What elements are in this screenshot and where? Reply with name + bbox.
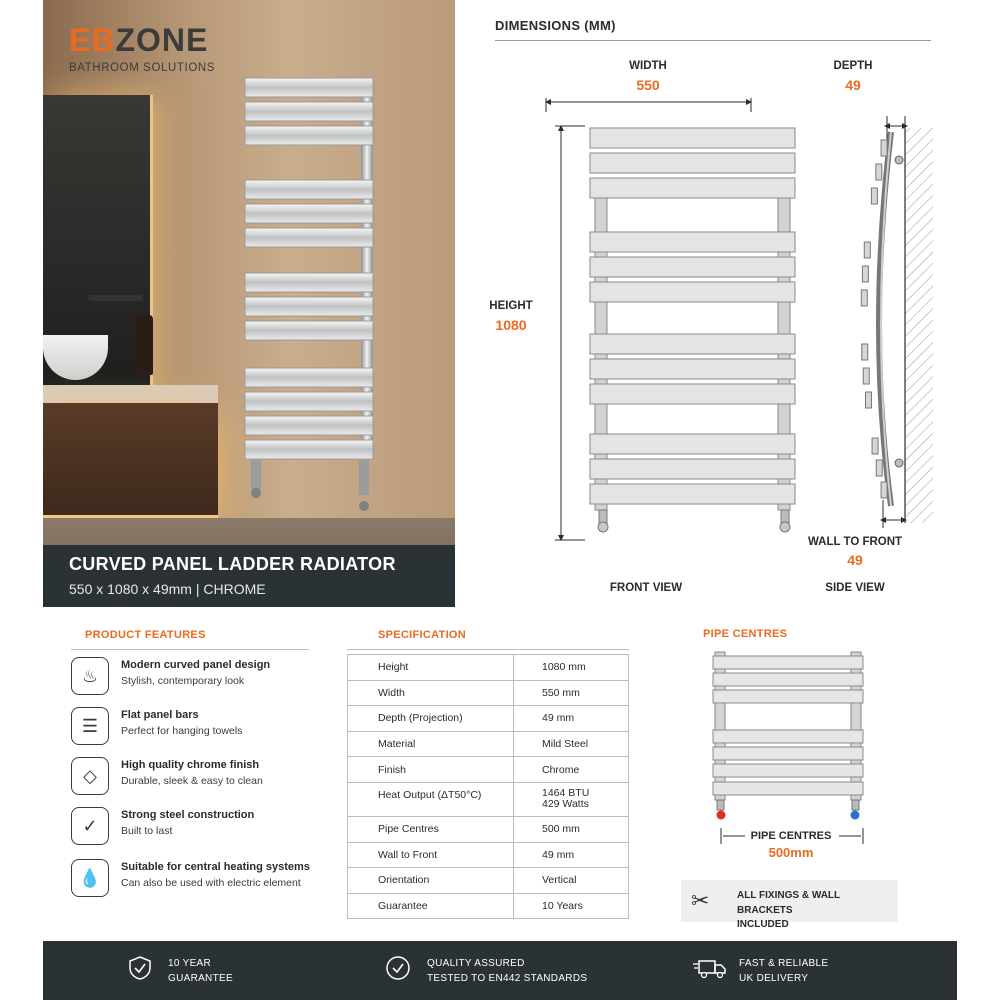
logo-text: ZONE (115, 22, 209, 58)
feature-title: Modern curved panel design (121, 659, 271, 671)
specification-table (347, 654, 629, 919)
radiator-bar (713, 764, 863, 777)
feature-item (71, 807, 341, 847)
front-view-radiator (590, 128, 795, 532)
radiator-bar (245, 321, 373, 340)
radiator-bar (590, 153, 795, 173)
radiator-bar (245, 440, 373, 459)
feature-desc: Built to last (121, 825, 173, 837)
divider (347, 649, 629, 650)
footer-line: GUARANTEE (168, 972, 233, 984)
radiator-bar (713, 656, 863, 669)
radiator-bar (590, 128, 795, 148)
radiator-bar (590, 434, 795, 454)
spec-label: Width (348, 680, 514, 706)
spec-value: 500 mm (514, 816, 629, 842)
feature-item (71, 757, 341, 797)
product-title-bar (43, 545, 455, 607)
pipe-centres-value: 500mm (768, 845, 814, 860)
radiator-bar (245, 78, 373, 97)
hot-valve-icon (717, 811, 726, 820)
footer-line: TESTED TO EN442 STANDARDS (427, 972, 588, 984)
spec-value: Mild Steel (514, 731, 629, 757)
divider (71, 649, 309, 650)
footer-line: FAST & RELIABLE (739, 958, 829, 969)
wall-to-front-value: 49 (847, 552, 863, 568)
spec-value-line: 1464 BTU (542, 786, 590, 799)
feature-item (71, 859, 341, 899)
soap-bottle (135, 315, 153, 375)
spec-value: Vertical (514, 868, 629, 894)
countertop (43, 385, 218, 405)
pipe-centres-label: PIPE CENTRES (750, 830, 832, 842)
features-heading: PRODUCT FEATURES (85, 629, 206, 641)
radiator-bar (245, 228, 373, 247)
table-row (348, 731, 629, 757)
spec-value: 550 mm (514, 680, 629, 706)
side-bar (881, 482, 887, 498)
side-bar (862, 266, 868, 282)
specification-heading: SPECIFICATION (378, 629, 467, 641)
spec-label: Guarantee (348, 893, 514, 919)
tools-icon: ✂ (691, 888, 710, 913)
side-bar (864, 242, 870, 258)
front-view-label: FRONT VIEW (609, 582, 683, 594)
spec-label: Heat Output (ΔT50°C) (348, 782, 514, 816)
radiator-bar (245, 416, 373, 435)
spec-label: Height (348, 655, 514, 681)
fixings-line2: INCLUDED (737, 919, 789, 930)
spec-value: Chrome (514, 757, 629, 783)
spec-label: Depth (Projection) (348, 706, 514, 732)
spec-label: Pipe Centres (348, 816, 514, 842)
radiator-bar (245, 102, 373, 121)
spec-label: Material (348, 731, 514, 757)
feature-item (71, 707, 341, 747)
shield-check-icon: ✓ (71, 807, 109, 845)
spec-label: Wall to Front (348, 842, 514, 868)
product-subtitle: 550 x 1080 x 49mm | CHROME (69, 581, 266, 597)
depth-value: 49 (845, 77, 861, 93)
feature-item (71, 657, 341, 697)
fixings-line1: ALL FIXINGS & WALL BRACKETS (737, 890, 840, 916)
spec-value (514, 782, 629, 816)
radiator-bar (590, 459, 795, 479)
footer-quality (427, 957, 587, 986)
pipe-centres-diagram (711, 648, 871, 828)
delivery-truck-icon (693, 955, 727, 981)
brand-logo (69, 24, 215, 74)
radiator-bar (590, 484, 795, 504)
radiator-bar (245, 126, 373, 145)
radiator-bar (245, 368, 373, 387)
table-row (348, 868, 629, 894)
feature-title: High quality chrome finish (121, 759, 260, 771)
radiator-bar (590, 257, 795, 277)
footer-bar (43, 941, 957, 1000)
side-bar (872, 438, 878, 454)
side-bar (876, 460, 882, 476)
radiator-bar (590, 232, 795, 252)
table-row (348, 655, 629, 681)
spec-label: Finish (348, 757, 514, 783)
footer-guarantee (168, 957, 233, 986)
spec-value: 1080 mm (514, 655, 629, 681)
table-row (348, 842, 629, 868)
footer-line: QUALITY ASSURED (427, 958, 525, 969)
spec-value-line: 429 Watts (542, 798, 589, 811)
spec-value: 49 mm (514, 706, 629, 732)
faucet (88, 295, 143, 301)
side-bar (876, 164, 882, 180)
ladder-icon: ☰ (71, 707, 109, 745)
fixings-badge (681, 880, 898, 930)
pipe-centres-heading: PIPE CENTRES (703, 628, 788, 640)
radiator-bar (590, 178, 795, 198)
radiator-bar (590, 334, 795, 354)
radiator-bar (590, 282, 795, 302)
radiator-bar (713, 673, 863, 686)
technical-drawing (495, 90, 955, 550)
feature-desc: Can also be used with electric element (121, 877, 301, 889)
feature-title: Strong steel construction (121, 809, 255, 821)
radiator-bar (245, 204, 373, 223)
height-label: HEIGHT (489, 300, 533, 312)
table-row (348, 893, 629, 919)
side-bar (866, 392, 872, 408)
dimensions-heading: DIMENSIONS (MM) (495, 18, 616, 33)
feature-title: Suitable for central heating systems (121, 861, 310, 873)
hero-photo (43, 0, 455, 607)
side-bar (861, 290, 867, 306)
table-row (348, 782, 629, 816)
side-bar (862, 344, 868, 360)
cold-valve-icon (851, 811, 860, 820)
width-value: 550 (636, 77, 660, 93)
side-bar (881, 140, 887, 156)
height-value: 1080 (495, 317, 527, 333)
product-infographic (43, 0, 957, 1000)
radiator-bar (245, 392, 373, 411)
footer-line: UK DELIVERY (739, 972, 809, 984)
side-view-label: SIDE VIEW (825, 582, 885, 594)
spec-value: 10 Years (514, 893, 629, 919)
feature-desc: Stylish, contemporary look (121, 675, 245, 687)
divider (495, 40, 931, 41)
footer-delivery (739, 957, 828, 986)
radiator-bar (245, 297, 373, 316)
table-row (348, 680, 629, 706)
radiator-bar (590, 359, 795, 379)
brand-tagline: BATHROOM SOLUTIONS (69, 62, 216, 74)
vanity-cabinet (43, 403, 218, 518)
table-row (348, 757, 629, 783)
spec-value: 49 mm (514, 842, 629, 868)
side-bar (863, 368, 869, 384)
table-row (348, 706, 629, 732)
radiator-bar (245, 273, 373, 292)
radiator-bar (713, 782, 863, 795)
side-bar (871, 188, 877, 204)
footer-line: 10 YEAR (168, 958, 212, 969)
diamond-icon: ◇ (71, 757, 109, 795)
heat-waves-icon: ♨ (71, 657, 109, 695)
radiator-bar (245, 180, 373, 199)
spec-label: Orientation (348, 868, 514, 894)
radiator-bar (713, 730, 863, 743)
shield-check-icon (127, 955, 153, 981)
feature-desc: Durable, sleek & easy to clean (121, 775, 263, 787)
depth-label: DEPTH (833, 60, 873, 72)
table-row (348, 816, 629, 842)
product-title: CURVED PANEL LADDER RADIATOR (69, 554, 396, 574)
width-label: WIDTH (629, 60, 667, 72)
radiator-bar (590, 384, 795, 404)
water-drop-icon: 💧 (71, 859, 109, 897)
wall-to-front-label: WALL TO FRONT (807, 536, 903, 548)
feature-desc: Perfect for hanging towels (121, 725, 243, 737)
radiator-bar (713, 747, 863, 760)
check-circle-icon (385, 955, 411, 981)
hero-radiator-image (243, 68, 383, 518)
feature-title: Flat panel bars (121, 709, 199, 721)
logo-accent: EB (69, 22, 116, 58)
radiator-bar (713, 690, 863, 703)
